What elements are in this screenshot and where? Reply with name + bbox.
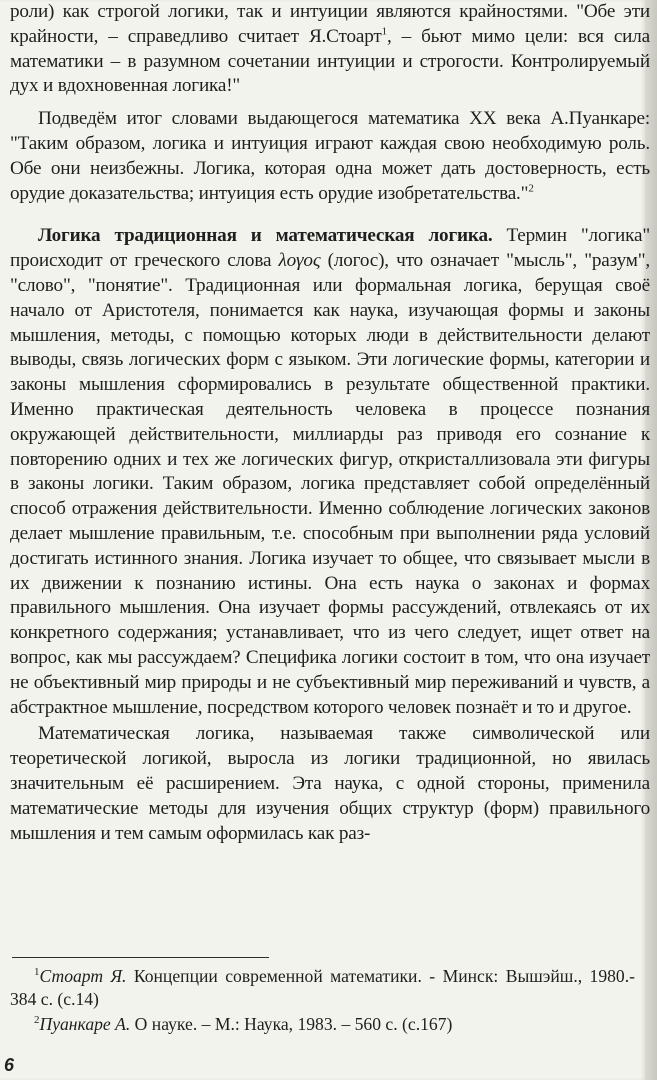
paragraph-logic-intuition-ending: , – бьют мимо цели: вся сила математики – в разумном сочетании интуиции и строгости. Контролируемый дух и вдохновенная логика!" [10, 25, 650, 97]
footnote-1-author: Стоарт Я. [39, 966, 127, 986]
footnote-reference-2: 2 [528, 182, 534, 195]
footnote-2-author: Пуанкаре А. [39, 1014, 131, 1034]
book-page-content [10, 0, 650, 846]
footnote-1-number: 1 [34, 966, 40, 979]
footnote-reference-1: 1 [381, 25, 387, 38]
paragraph-logic-intuition [10, 0, 650, 99]
footnote-2 [10, 1013, 635, 1036]
paragraph-logic-intuition-text: роли) как строгой логики, так и интуиции являются крайностями. "Обе эти крайности, – справедливо считает Я.Стоарт [10, 1, 650, 47]
footnote-2-number: 2 [34, 1014, 40, 1027]
paragraph-mathematical-logic: Математическая логика, называемая также символической или теоретической логикой, выросла из логики традиционной, но явилась значительным её расширением. Эта наука, с одной стороны, применила математические методы для изучения общих структур (форм) правильного мышления и тем самым оформилась как раз- [10, 723, 650, 844]
section-heading-traditional-mathematical-logic: Логика традиционная и математическая логика. [38, 225, 493, 247]
footnote-1-text: Концепции современной математики. - Минск: Вышэйш., 1980.- 384 с. (с.14) [10, 966, 635, 1009]
footnote-2-text: О науке. – М.: Наука, 1983. – 560 с. (с.167) [130, 1014, 453, 1034]
paragraph-traditional-logic [10, 224, 650, 720]
paragraph-poincare-quote-text: Подведём итог словами выдающегося математика XX века А.Пуанкаре: "Таким образом, логика и интуиция играют каждая свою необходимую роль. Обе они неизбежны. Логика, которая одна может дать достоверность, есть орудие доказательства; интуиция есть орудие изобретательства." [10, 108, 650, 204]
greek-word-logos: λογος [278, 250, 321, 272]
page-number: 6 [4, 1055, 15, 1075]
footnote-separator [12, 957, 269, 958]
paragraph-poincare-quote [10, 107, 650, 206]
footnote-1 [10, 965, 635, 1011]
paragraph-traditional-logic-intro: Термин "логика" происходит от греческого слова [10, 225, 650, 272]
paragraph-traditional-logic-body: (логос), что означает "мысль", "разум", "слово", "понятие". Традиционная или формальная логика, берущая своё начало от Аристотеля, понимается как наука, изучающая формы и законы мышления, методы, с помощью которых люди в действительности делают выводы, связь логических форм с языком. Эти логические формы, категории и законы мышления сформировались в результате общественной практики. Именно практическая деятельность человека в процессе познания окружающей действительности, миллиарды раз приводя его сознание к повторению одних и тех же логических фигур, откристаллизовала эти фигуры в законы логики. Таким образом, логика представляет собой определённый способ отражения действительности. Именно соблюдение логических законов делает мышление правильным, т.е. способным при выполнении ряда условий достигать истинного знания. Логика изучает то общее, что связывает мысли в их движении к познанию истины. Она есть наука о законах и формах правильного мышления. Она изучает формы рассуждений, отвлекаясь от их конкретного содержания; устанавливает, что из чего следует, ищет ответ на вопрос, как мы рассуждаем? Специфика логики состоит в том, что она изучает не объективный мир природы и не субъективный мир переживаний и чувств, а абстрактное мышление, посредством которого человек познаёт и то и другое. [10, 250, 650, 718]
footnotes [10, 965, 635, 1036]
